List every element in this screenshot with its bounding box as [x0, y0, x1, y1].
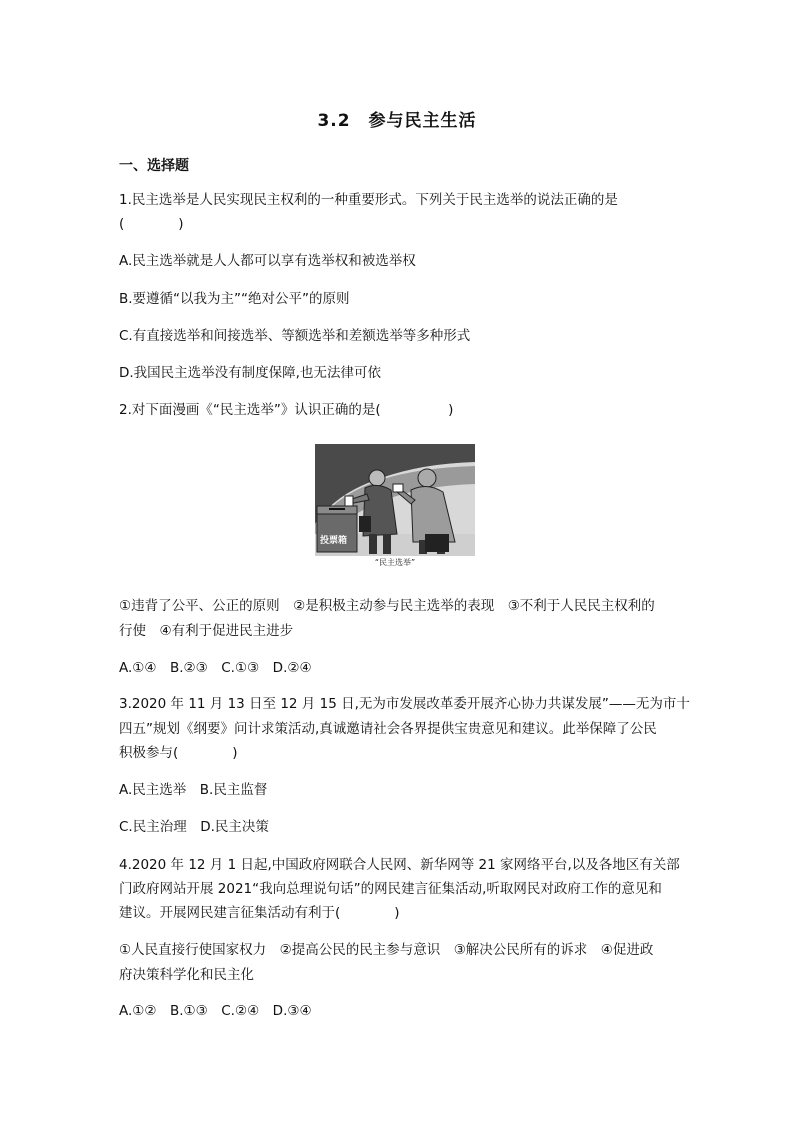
q3-stem-line2: 四五”规划《纲要》问计求策活动,真诚邀请社会各界提供宝贵意见和建议。此举保障了公民	[119, 721, 657, 737]
q1-stem-line1: 1.民主选举是人民实现民主权利的一种重要形式。下列关于民主选举的说法正确的是	[119, 192, 618, 208]
q2-statements-line1: ①违背了公平、公正的原则 ②是积极主动参与民主选举的表现 ③不利于人民民主权利的	[119, 598, 655, 614]
q4-statements-line1: ①人民直接行使国家权力 ②提高公民的民主参与意识 ③解决公民所有的诉求 ④促进政	[119, 942, 654, 958]
voting-cartoon-image	[315, 444, 475, 556]
q1-option-c: C.有直接选举和间接选举、等额选举和差额选举等多种形式	[119, 328, 471, 344]
q3-stem-line1: 3.2020 年 11 月 13 日至 12 月 15 日,无为市发展改革委开展齐心协力共谋发展”——无为市十	[119, 696, 690, 712]
q4-stem-line1: 4.2020 年 12 月 1 日起,中国政府网联合人民网、新华网等 21 家网络平台,以及各地区有关部	[119, 857, 680, 873]
q2-statements-line2: 行使 ④有利于促进民主进步	[119, 623, 294, 639]
q2-stem: 2.对下面漫画《“民主选举”》认识正确的是( )	[119, 402, 454, 418]
q3-stem-line3: 积极参与( )	[119, 745, 238, 761]
q1-stem-line2: ( )	[119, 216, 184, 232]
cartoon-caption: “民主选举”	[374, 558, 416, 567]
ballot-box-label: 投票箱	[320, 536, 348, 546]
section-heading: 一、选择题	[119, 158, 189, 174]
q1-option-a: A.民主选举就是人人都可以享有选举权和被选举权	[119, 253, 416, 269]
q4-stem-line2: 门政府网站开展 2021“我向总理说句话”的网民建言征集活动,听取网民对政府工作的意见和	[119, 881, 662, 897]
q1-option-d: D.我国民主选举没有制度保障,也无法律可依	[119, 365, 381, 381]
q4-statements-line2: 府决策科学化和民主化	[119, 967, 254, 983]
q3-options-line1: A.民主选举 B.民主监督	[119, 782, 268, 798]
q4-answer-choices: A.①② B.①③ C.②④ D.③④	[119, 1003, 312, 1019]
page-title: 3.2 参与民主生活	[317, 111, 477, 131]
q1-option-b: B.要遵循“以我为主”“绝对公平”的原则	[119, 291, 350, 307]
q4-stem-line3: 建议。开展网民建言征集活动有利于( )	[119, 905, 400, 921]
q2-answer-choices: A.①④ B.②③ C.①③ D.②④	[119, 660, 312, 676]
q3-options-line2: C.民主治理 D.民主决策	[119, 819, 269, 835]
